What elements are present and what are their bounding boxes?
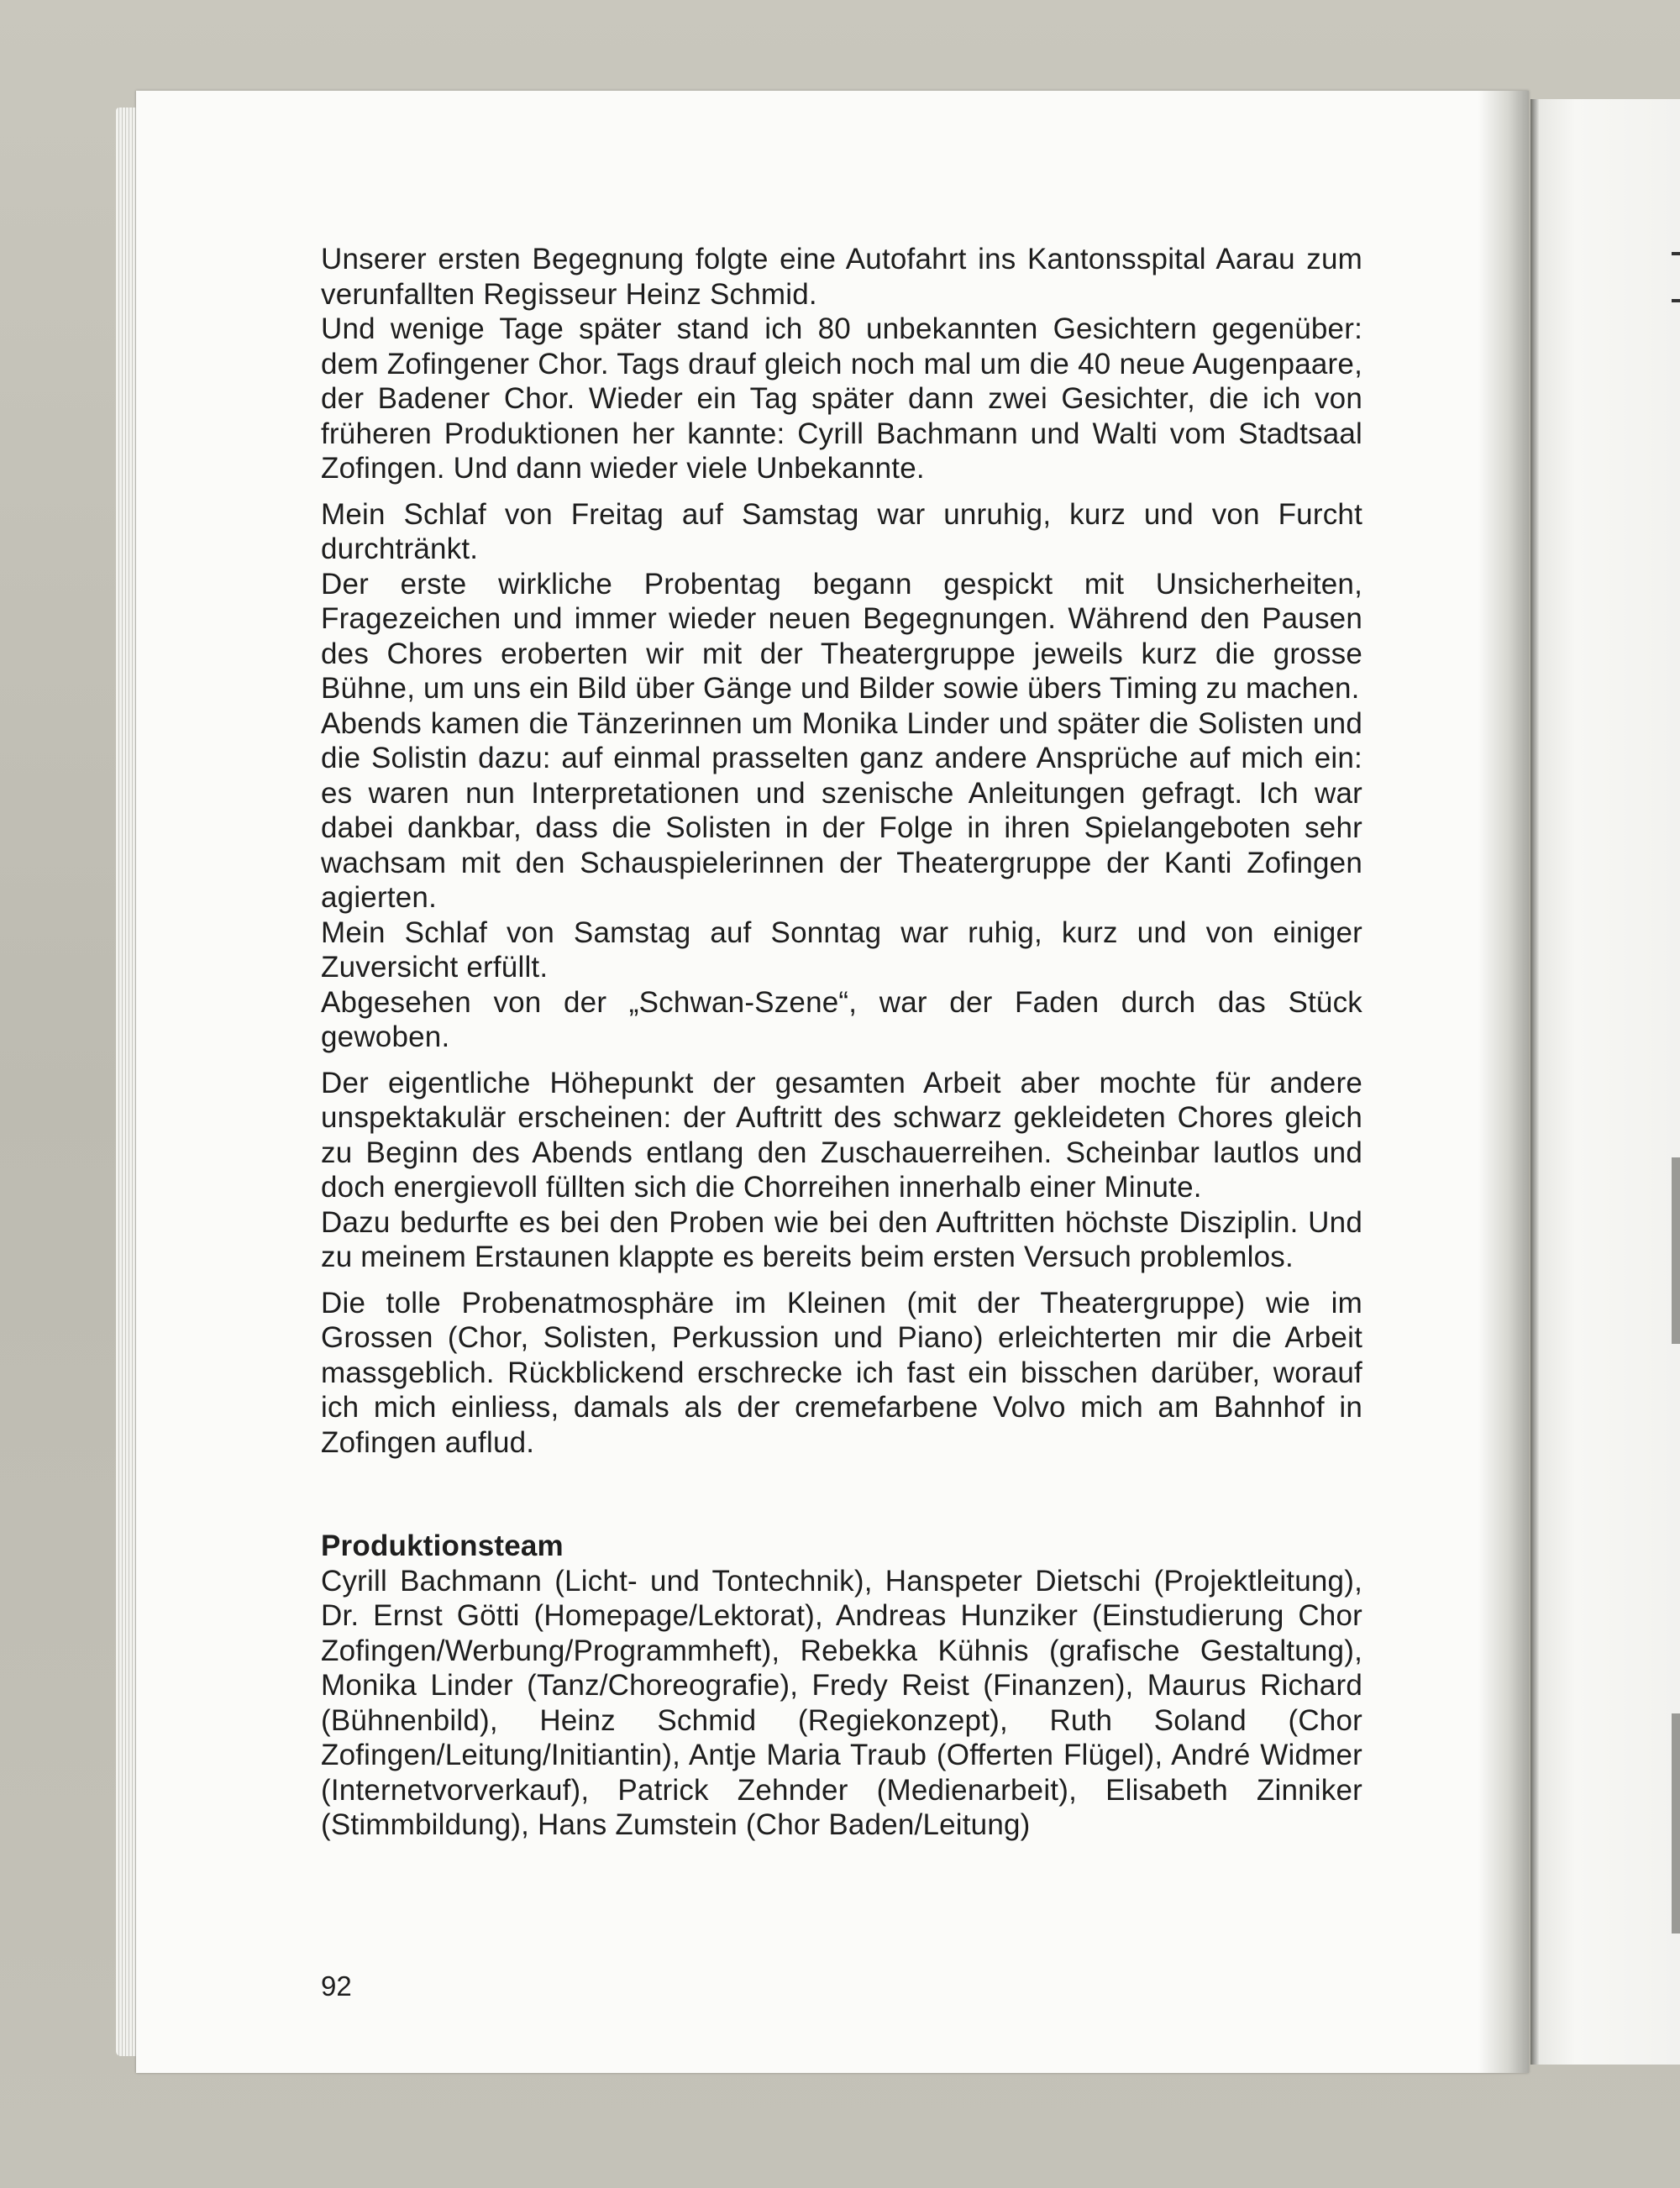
page-gutter bbox=[1478, 91, 1529, 2073]
body-text bbox=[321, 242, 1362, 1843]
paragraph: Abends kamen die Tänzerinnen um Monika Linder und später die Solisten und die Solistin dazu: auf einmal prasselten ganz andere Ansprüche auf mich ein: es waren nun Interpretationen und szenische Anleitungen gefragt. Ich war dabei dankbar, dass die Solisten in der Folge in ihren Spielangeboten sehr wachsam mit den Schauspielerinnen der Theatergruppe der Kanti Zofingen agierten. bbox=[321, 706, 1362, 914]
facing-page-mark bbox=[1672, 299, 1680, 302]
paragraph: Mein Schlaf von Freitag auf Samstag war unruhig, kurz und von Furcht durchtränkt. bbox=[321, 497, 1362, 565]
paragraph: Der erste wirkliche Probentag begann gespickt mit Unsicherheiten, Fragezeichen und immer wieder neuen Begegnungen. Während den Pausen des Chores eroberten wir mit der Theatergruppe jeweils kurz die grosse Bühne, um uns ein Bild über Gänge und Bilder sowie übers Timing zu machen. bbox=[321, 567, 1362, 705]
paragraph: Dazu bedurfte es bei den Proben wie bei den Auftritten höchste Disziplin. Und zu meinem Erstaunen klappte es bereits beim ersten Versuch problemlos. bbox=[321, 1205, 1362, 1273]
facing-page bbox=[1530, 99, 1680, 2065]
facing-page-strip bbox=[1672, 1157, 1680, 1344]
paragraph: Der eigentliche Höhepunkt der gesamten Arbeit aber mochte für andere unspektakulär erscheinen: der Auftritt des schwarz gekleideten Chores gleich zu Beginn des Abends entlang den Zuschauerreihen. Scheinbar lautlos und doch energievoll füllten sich die Chorreihen innerhalb einer Minute. bbox=[321, 1066, 1362, 1204]
paragraph: Unserer ersten Begegnung folgte eine Autofahrt ins Kantonsspital Aarau zum verunfallten Regisseur Heinz Schmid. bbox=[321, 243, 1362, 311]
team-heading: Produktionsteam bbox=[321, 1530, 564, 1562]
facing-page-mark bbox=[1672, 252, 1680, 255]
paragraph: Die tolle Probenatmosphäre im Kleinen (mit der Theatergruppe) wie im Grossen (Chor, Solisten, Perkussion und Piano) erleichterten mir die Arbeit massgeblich. Rückblickend erschrecke ich fast ein bisschen darüber, worauf ich mich einliess, damals als der cremefarbene Volvo mich am Bahnhof in Zofingen auflud. bbox=[321, 1286, 1362, 1459]
facing-page-strip bbox=[1672, 1713, 1680, 1934]
page-number: 92 bbox=[321, 1970, 352, 2002]
paragraph: Mein Schlaf von Samstag auf Sonntag war ruhig, kurz und von einiger Zuversicht erfüllt. bbox=[321, 916, 1362, 984]
paragraph: Und wenige Tage später stand ich 80 unbekannten Gesichtern gegenüber: dem Zofingener Chor. Tags drauf gleich noch mal um die 40 neue Augenpaare, der Badener Chor. Wieder ein Tag später dann zwei Gesichter, die ich von früheren Produktionen her kannte: Cyrill Bachmann und Walti vom Stadtsaal Zofingen. Und dann wieder viele Unbekannte. bbox=[321, 312, 1362, 485]
paragraph: Abgesehen von der „Schwan-Szene“, war der Faden durch das Stück gewoben. bbox=[321, 985, 1362, 1053]
team-list: Cyrill Bachmann (Licht- und Tontechnik), Hanspeter Dietschi (Projektleitung), Dr. Ernst Götti (Homepage/Lektorat), Andreas Hunziker (Einstudierung Chor Zofingen/Werbung/Programmheft), Rebekka Kühnis (grafische Gestaltung), Monika Linder (Tanz/Choreografie), Fredy Reist (Finanzen), Maurus Richard (Bühnenbild), Heinz Schmid (Regiekonzept), Ruth Soland (Chor Zofingen/Leitung/Initiantin), Antje Maria Traub (Offerten Flügel), André Widmer (Internetvorverkauf), Patrick Zehnder (Medienarbeit), Elisabeth Zinniker (Stimmbildung), Hans Zumstein (Chor Baden/Leitung) bbox=[321, 1564, 1362, 1841]
